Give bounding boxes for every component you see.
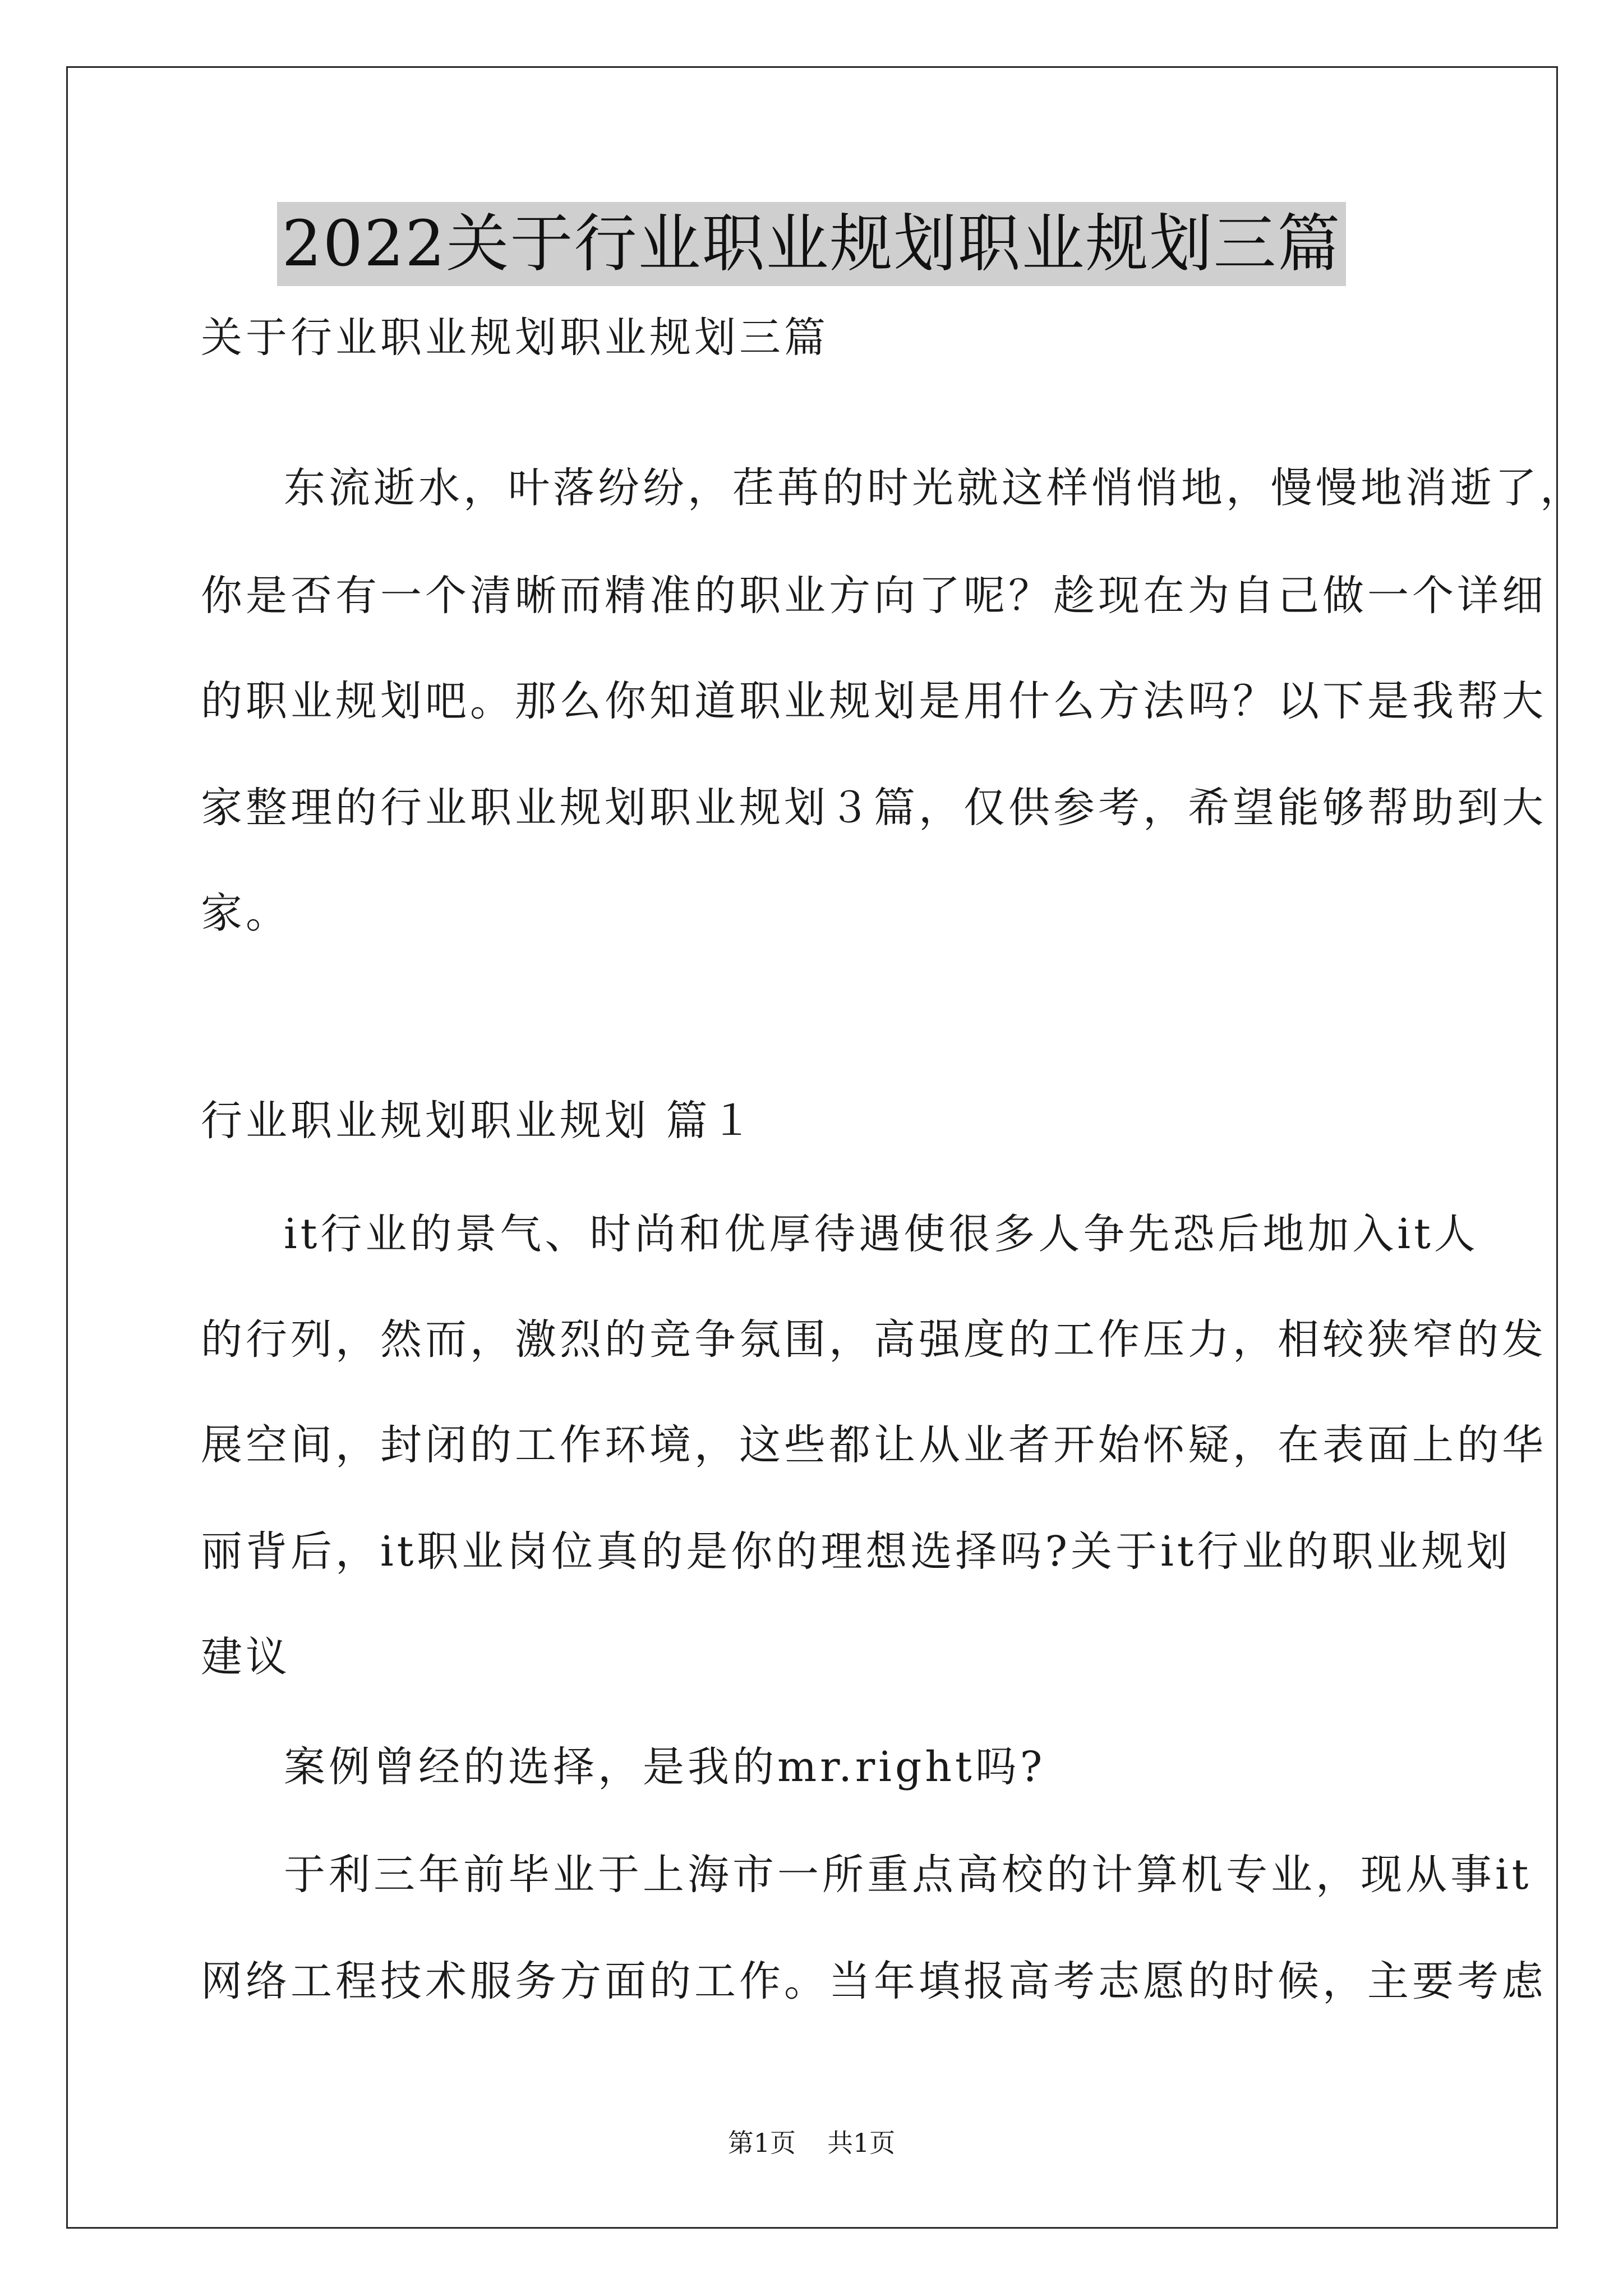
section-heading: 行业职业规划职业规划 篇１ — [201, 1097, 756, 1145]
page-total: 共1页 — [827, 2128, 896, 2158]
intro-line: 家整理的行业职业规划职业规划３篇，仅供参考，希望能够帮助到大 — [201, 784, 1547, 832]
document-subtitle: 关于行业职业规划职业规划三篇 — [201, 314, 829, 362]
case-line: 网络工程技术服务方面的工作。当年填报高考志愿的时候，主要考虑 — [201, 1957, 1547, 2005]
section-line: 建议 — [201, 1633, 291, 1681]
section-line: 的行列，然而，激烈的竞争氛围，高强度的工作压力，相较狭窄的发 — [201, 1315, 1547, 1364]
page-number: 第1页 — [727, 2128, 796, 2158]
section-line: 展空间，封闭的工作环境，这些都让从业者开始怀疑，在表面上的华 — [201, 1421, 1547, 1469]
case-heading: 案例曾经的选择，是我的mr.right吗? — [284, 1743, 1046, 1791]
case-line: 于利三年前毕业于上海市一所重点高校的计算机专业，现从事it — [284, 1851, 1532, 1899]
intro-line: 的职业规划吧。那么你知道职业规划是用什么方法吗？以下是我帮大 — [201, 677, 1547, 725]
document-title: 2022关于行业职业规划职业规划三篇 — [277, 202, 1345, 286]
section-line: it行业的景气、时尚和优厚待遇使很多人争先恐后地加入it人 — [284, 1210, 1479, 1258]
intro-line: 东流逝水，叶落纷纷，荏苒的时光就这样悄悄地，慢慢地消逝了， — [284, 464, 1585, 512]
intro-line: 家。 — [201, 889, 291, 937]
title-container — [0, 202, 1623, 286]
intro-line: 你是否有一个清晰而精准的职业方向了呢？趁现在为自己做一个详细 — [201, 572, 1547, 620]
page-footer — [0, 2126, 1623, 2160]
section-line: 丽背后，it职业岗位真的是你的理想选择吗?关于it行业的职业规划 — [201, 1527, 1511, 1576]
